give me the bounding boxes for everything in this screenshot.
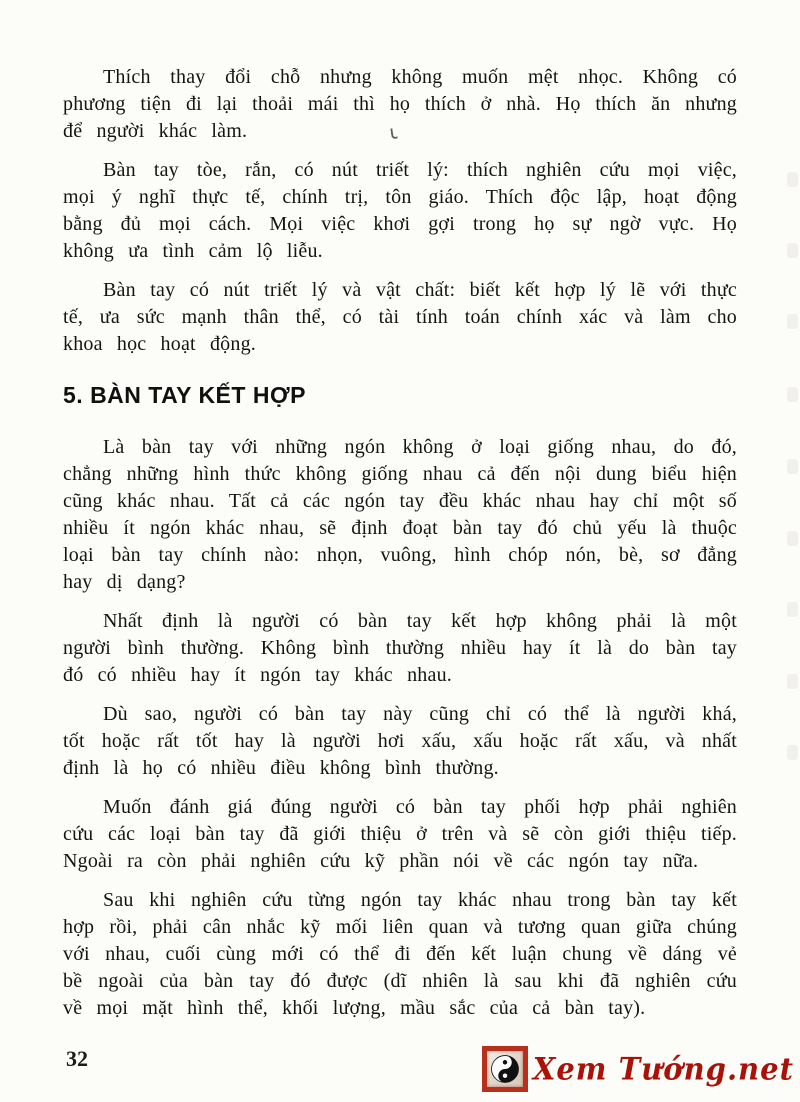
scan-edge-mark [787,745,798,760]
scan-edge-mark [787,531,798,546]
body-paragraph: Bàn tay có nút triết lý và vật chất: biết kết hợp lý lẽ với thực tế, ưa sức mạnh thân thể, có tài tính toán chính xác và làm cho khoa học hoạt động. [63,279,737,355]
scan-edge-mark [787,172,798,187]
body-paragraph: Muốn đánh giá đúng người có bàn tay phối hợp phải nghiên cứu các loại bàn tay đã giới thiệu ở trên và sẽ còn giới thiệu tiếp. Ngoài ra còn phải nghiên cứu kỹ phần nói về các ngón tay nữa. [63,796,737,872]
page-text-column [63,64,737,1034]
body-paragraph: Bàn tay tòe, rắn, có nút triết lý: thích nghiên cứu mọi việc, mọi ý nghĩ thực tế, chính trị, tôn giáo. Thích độc lập, hoạt động bằng đủ mọi cách. Mọi việc khơi gợi trong họ sự ngờ vực. Họ không ưa tình cảm lộ liễu. [63,159,737,262]
body-paragraph: Sau khi nghiên cứu từng ngón tay khác nhau trong bàn tay kết hợp rồi, phải cân nhắc kỹ mối liên quan và tương quan giữa chúng với nhau, cuối cùng mới có thể đi đến kết luận chung về dáng vẻ bề ngoài của bàn tay đó được (dĩ nhiên là sau khi đã nghiên cứu về mọi mặt hình thể, khối lượng, mầu sắc của cả bàn tay). [63,889,737,1019]
body-paragraph: Nhất định là người có bàn tay kết hợp không phải là một người bình thường. Không bình thường nhiều hay ít là do bàn tay đó có nhiều hay ít ngón tay khác nhau. [63,610,737,686]
scan-edge-mark [787,243,798,258]
watermark-text: Xem Tướng.net [532,1051,794,1087]
body-paragraph: Là bàn tay với những ngón không ở loại giống nhau, do đó, chẳng những hình thức không giống nhau cả đến nội dung biểu hiện cũng khác nhau. Tất cả các ngón tay đều khác nhau hay chỉ một số nhiều ít ngón khác nhau, sẽ định đoạt bàn tay đó chủ yếu là thuộc loại bàn tay chính nào: nhọn, vuông, hình chóp nón, bè, sơ đẳng hay dị dạng? [63,436,737,593]
body-paragraph: Dù sao, người có bàn tay này cũng chỉ có thể là người khá, tốt hoặc rất tốt hay là người hơi xấu, xấu hoặc rất xấu, và nhất định là họ có nhiều điều không bình thường. [63,703,737,779]
section-heading: 5. BÀN TAY KẾT HỢP [63,382,306,408]
scan-edge-mark [787,314,798,329]
page-number: 32 [66,1046,88,1071]
yin-yang-icon [482,1046,528,1092]
scan-edge-mark [787,459,798,474]
scan-edge-mark [787,602,798,617]
body-paragraph: Thích thay đổi chỗ nhưng không muốn mệt nhọc. Không có phương tiện đi lại thoải mái thì họ thích ở nhà. Họ thích ăn nhưng để người khác làm. [63,66,737,142]
scan-edge-mark [787,674,798,689]
scan-edge-mark [787,387,798,402]
site-watermark [482,1046,794,1092]
